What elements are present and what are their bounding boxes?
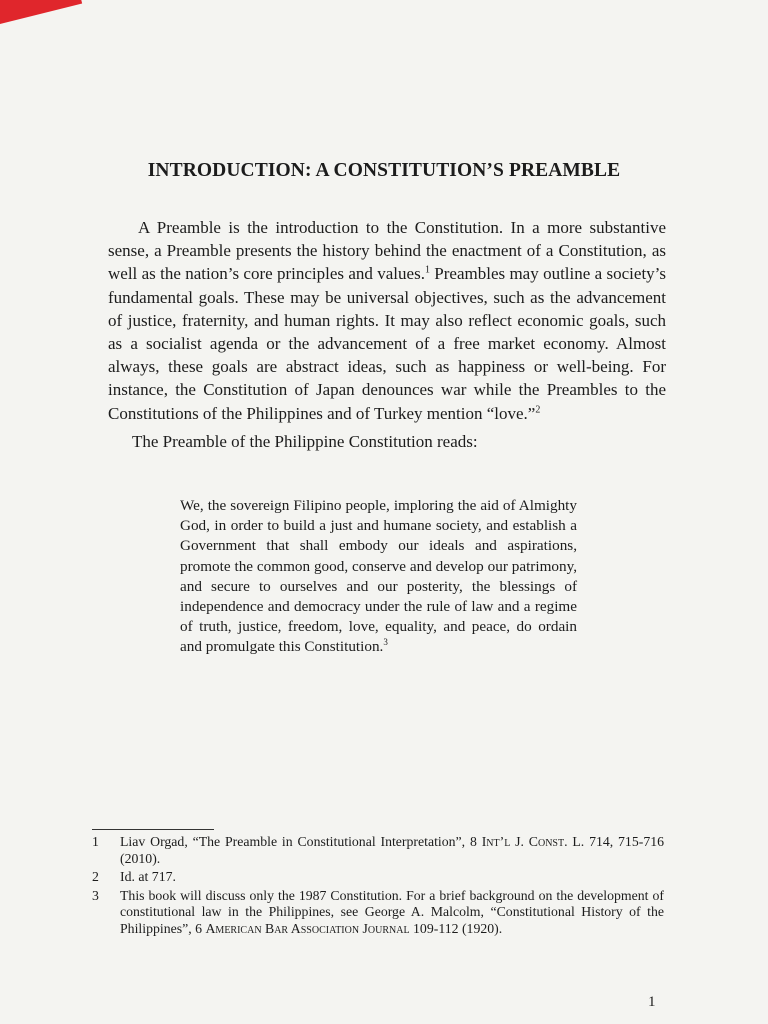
paragraph-preamble-definition	[108, 216, 666, 425]
footnote-number: 2	[92, 869, 99, 885]
footnote-3	[92, 888, 664, 938]
footnote-text-a: Id. at 717.	[120, 869, 176, 885]
footnote-journal: American Bar Association Journal	[205, 920, 410, 936]
page-number: 1	[648, 994, 656, 1010]
footnote-text-a: Liav Orgad, “The Preamble in Constitutional Interpretation”, 8	[120, 834, 482, 849]
block-quote-preamble	[180, 496, 577, 658]
quote-text: We, the sovereign Filipino people, imploring the aid of Almighty God, in order to build a just and humane society, and establish a Government that shall embody our ideals and aspirations, promote the common good, conserve and develop our patrimony, and secure to ourselves and our posterity, the blessings of independence and democracy under the rule of law and a regime of truth, justice, freedom, love, equality, and peace, do ordain and promulgate this Constitution.	[180, 497, 577, 656]
footnote-number: 3	[92, 887, 99, 903]
chapter-title: INTRODUCTION: A CONSTITUTION’S PREAMBLE	[147, 160, 621, 181]
footnote-ref-1: 1	[424, 264, 430, 276]
footnote-2	[92, 869, 664, 886]
footnote-text-b: 109-112 (1920).	[409, 920, 503, 936]
footnote-text	[120, 869, 664, 886]
footnotes	[92, 834, 664, 940]
paragraph-text-b: Preambles may outline a society’s fundamental goals. These may be universal objectives, such as the advancement of justice, fraternity, and human rights. It may also reflect economic goals, such as a socialist agenda or the advancement of a free market economy. Almost always, these goals are abstract ideas, such as happiness or well-being. For instance, the Constitution of Japan denounces war while the Preambles to the Constitutions of the Philippines and of Turkey mention “love.”	[108, 264, 666, 423]
footnote-text	[120, 834, 664, 867]
paragraph-text-a: A Preamble is the introduction to the Constitution. In a more substantive sense, a Preamble presents the history behind the enactment of a Constitution, as well as the nation’s core principles and values.	[108, 218, 666, 284]
footnote-divider	[92, 829, 214, 830]
footnote-journal: Int’l J. Const. L.	[481, 834, 585, 849]
footnote-ref-3: 3	[383, 637, 388, 648]
body-text	[108, 216, 666, 453]
quote-intro-line: The Preamble of the Philippine Constitution reads:	[132, 431, 478, 451]
footnote-ref-2: 2	[535, 403, 541, 415]
footnote-text-a: This book will discuss only the 1987 Constitution. For a brief background on the development of constitutional law in the Philippines, see George A. Malcolm, “Constitutional History of the Philippines”, 6	[120, 887, 664, 936]
footnote-text	[120, 888, 664, 938]
footnote-text-b: 714, 715-716 (2010).	[120, 834, 665, 866]
footnote-number: 1	[92, 834, 99, 849]
footnote-1	[92, 834, 664, 867]
